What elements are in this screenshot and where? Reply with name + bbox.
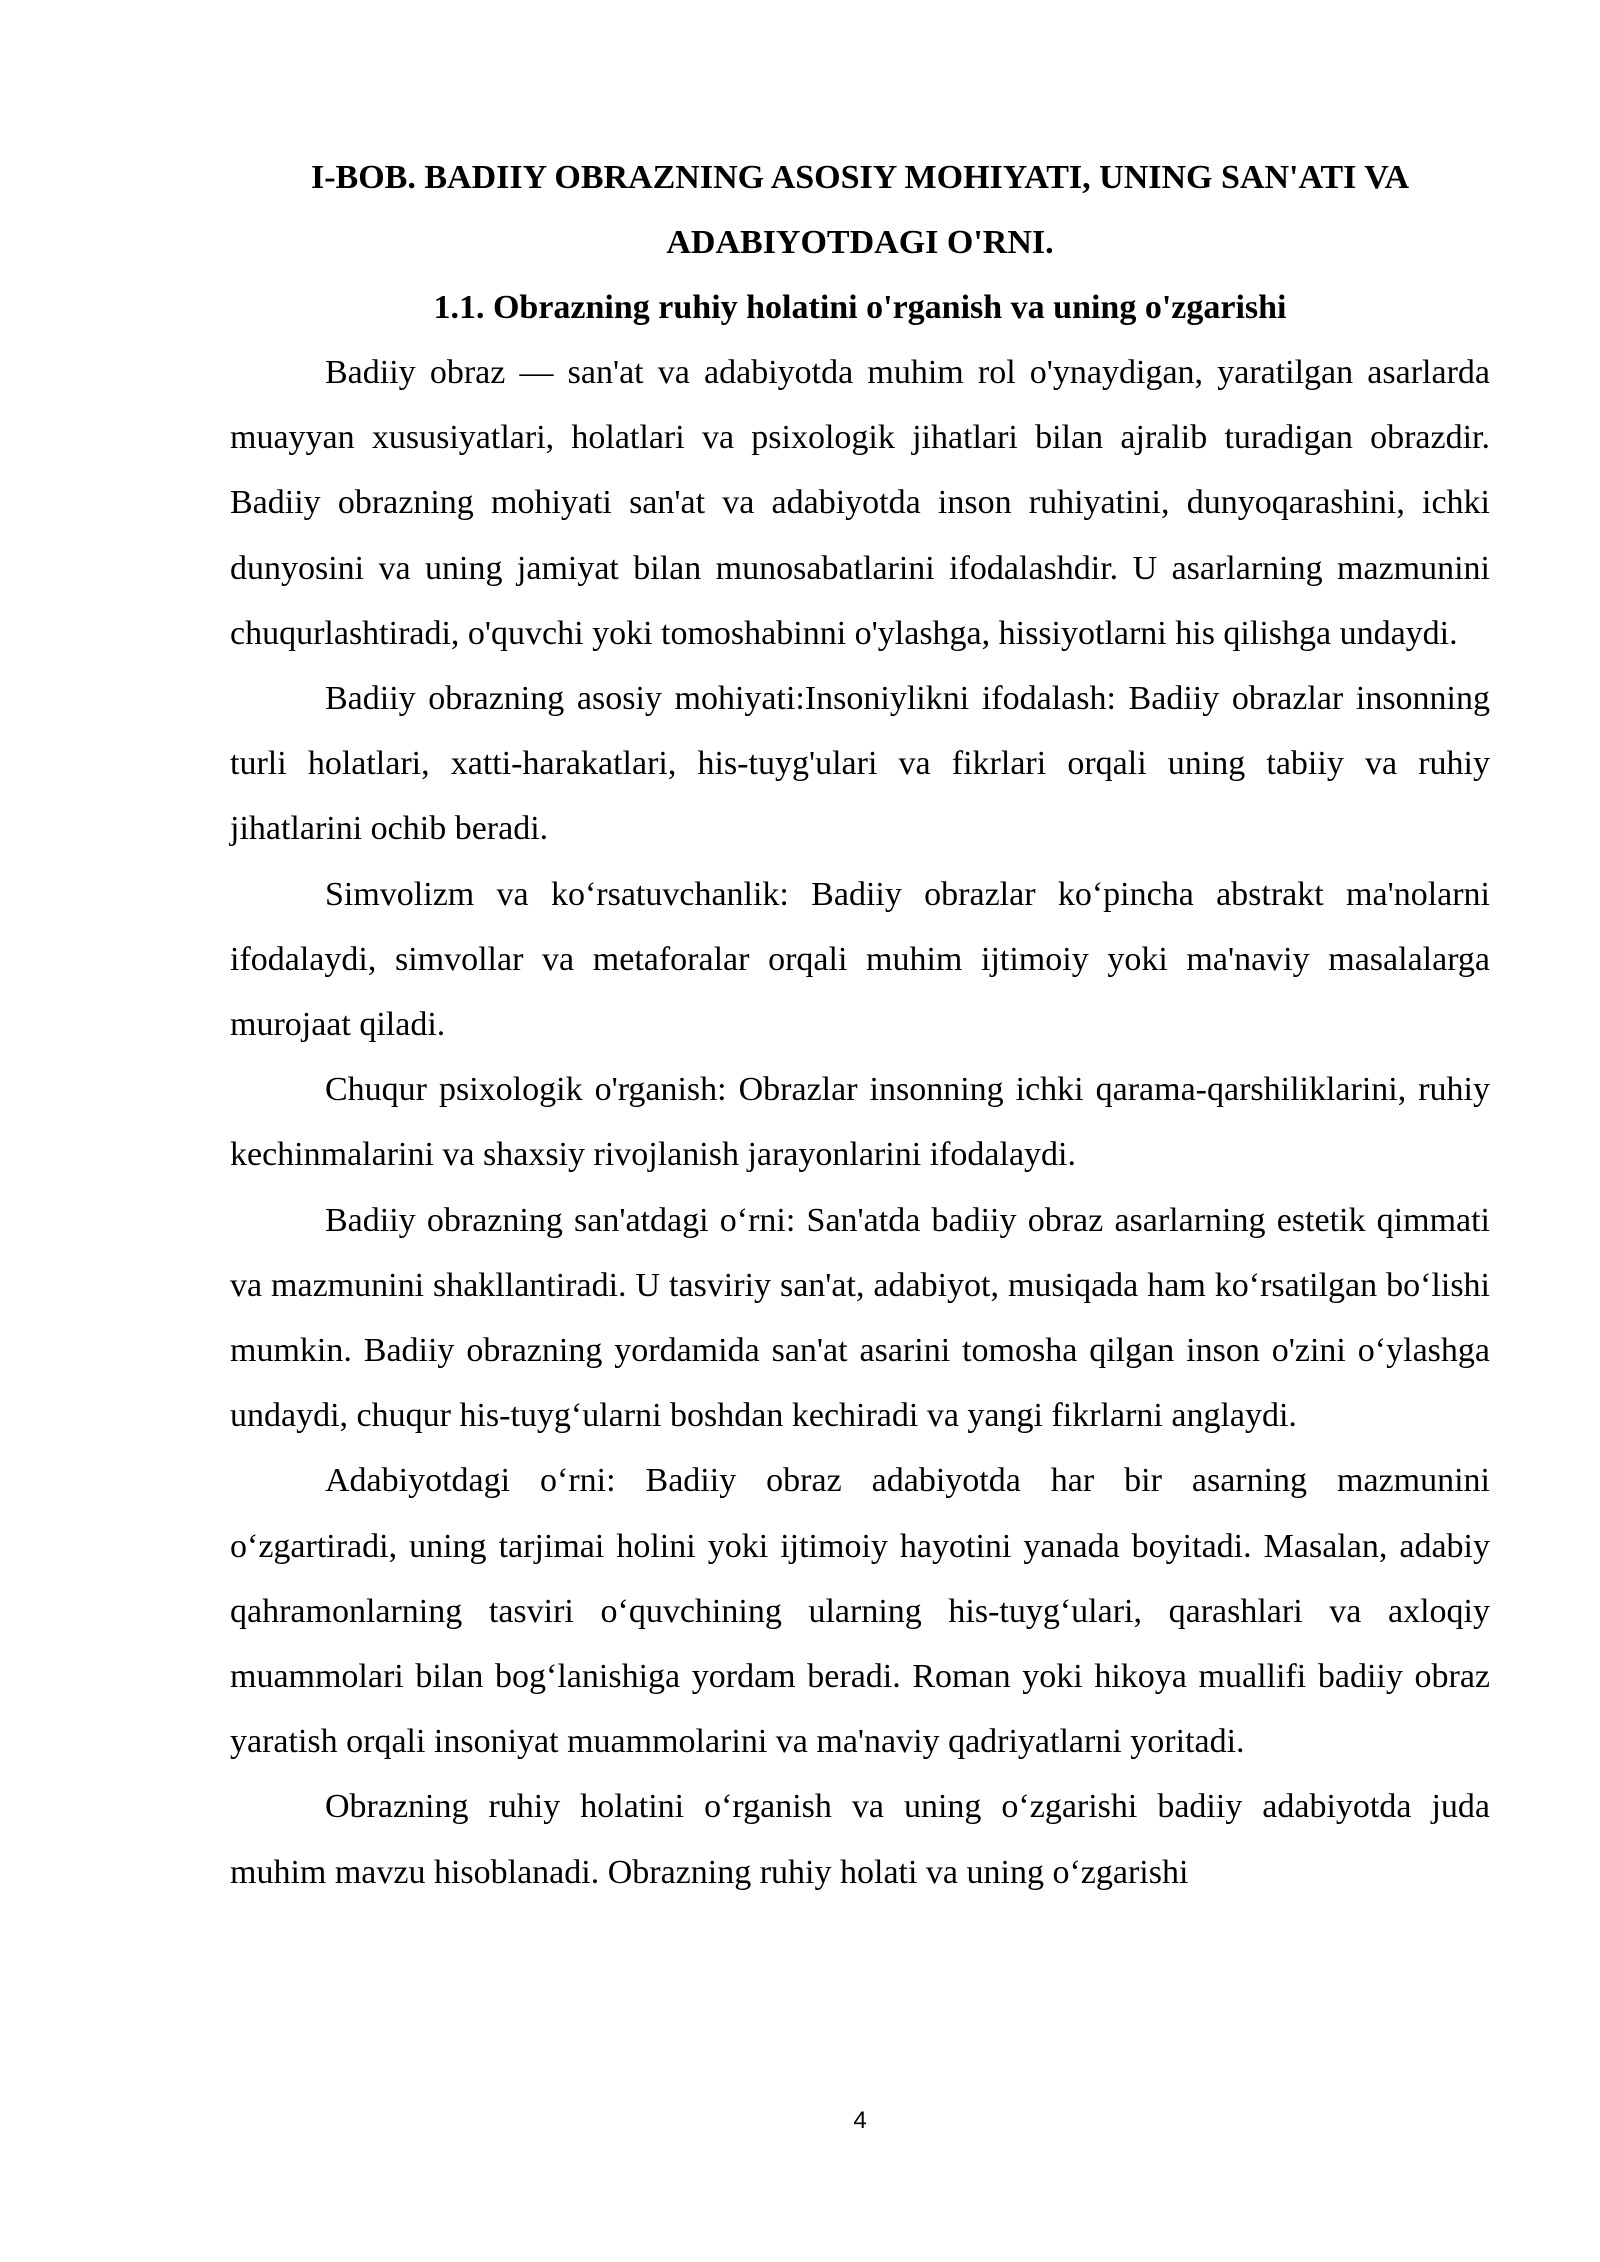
paragraph-psychology: Chuqur psixologik o'rganish: Obrazlar insonning ichki qarama-qarshiliklarini, ruhiy kechinmalarini va shaxsiy rivojlanish jarayonlarini ifodalaydi.: [230, 1071, 1490, 1174]
page-number: 4: [853, 2107, 867, 2134]
paragraph-definition: Badiiy obraz — san'at va adabiyotda muhim rol o'ynaydigan, yaratilgan asarlarda muayyan xususiyatlari, holatlari va psixologik jihatlari bilan ajralib turadigan obrazdir. Badiiy obrazning mohiyati san'at va adabiyotda inson ruhiyatini, dunyoqarashini, ichki dunyosini va uning jamiyat bilan munosabatlarini ifodalashdir. U asarlarning mazmunini chuqurlashtiradi, o'quvchi yoki tomoshabinni o'ylashga, hissiyotlarni his qilishga undaydi.: [230, 354, 1490, 652]
chapter-title: I-BOB. BADIIY OBRAZNING ASOSIY MOHIYATI, UNING SAN'ATI VA ADABIYOTDAGI O'RNI.: [311, 159, 1409, 261]
paragraph-role-in-art: Badiiy obrazning san'atdagi o‘rni: San'atda badiiy obraz asarlarning estetik qimmati va mazmunini shakllantiradi. U tasviriy san'at, adabiyot, musiqada ham ko‘rsatilgan bo‘lishi mumkin. Badiiy obrazning yordamida san'at asarini tomosha qilgan inson o'zini o‘ylashga undaydi, chuqur his-tuyg‘ularni boshdan kechiradi va yangi fikrlarni anglaydi.: [230, 1201, 1490, 1435]
document-page: [230, 145, 1490, 1905]
paragraph-symbolism: Simvolizm va ko‘rsatuvchanlik: Badiiy obrazlar ko‘pincha abstrakt ma'nolarni ifodalaydi, simvollar va metaforalar orqali muhim ijtimoiy yoki ma'naviy masalalarga murojaat qiladi.: [230, 875, 1490, 1044]
paragraph-role-in-literature: Adabiyotdagi o‘rni: Badiiy obraz adabiyotda har bir asarning mazmunini o‘zgartiradi, uning tarjimai holini yoki ijtimoiy hayotini yanada boyitadi. Masalan, adabiy qahramonlarning tasviri o‘quvchining ularning his-tuyg‘ulari, qarashlari va axloqiy muammolari bilan bog‘lanishiga yordam beradi. Roman yoki hikoya muallifi badiiy obraz yaratish orqali insoniyat muammolarini va ma'naviy qadriyatlarni yoritadi.: [230, 1462, 1490, 1761]
paragraph-essence: Badiiy obrazning asosiy mohiyati:Insoniylikni ifodalash: Badiiy obrazlar insonning turli holatlari, xatti-harakatlari, his-tuyg'ulari va fikrlari orqali uning tabiiy va ruhiy jihatlarini ochib beradi.: [230, 680, 1490, 848]
section-title: 1.1. Obrazning ruhiy holatini o'rganish va uning o'zgarishi: [433, 289, 1287, 326]
paragraph-mental-state: Obrazning ruhiy holatini o‘rganish va uning o‘zgarishi badiiy adabiyotda juda muhim mavzu hisoblanadi. Obrazning ruhiy holati va uning o‘zgarishi: [230, 1788, 1490, 1891]
